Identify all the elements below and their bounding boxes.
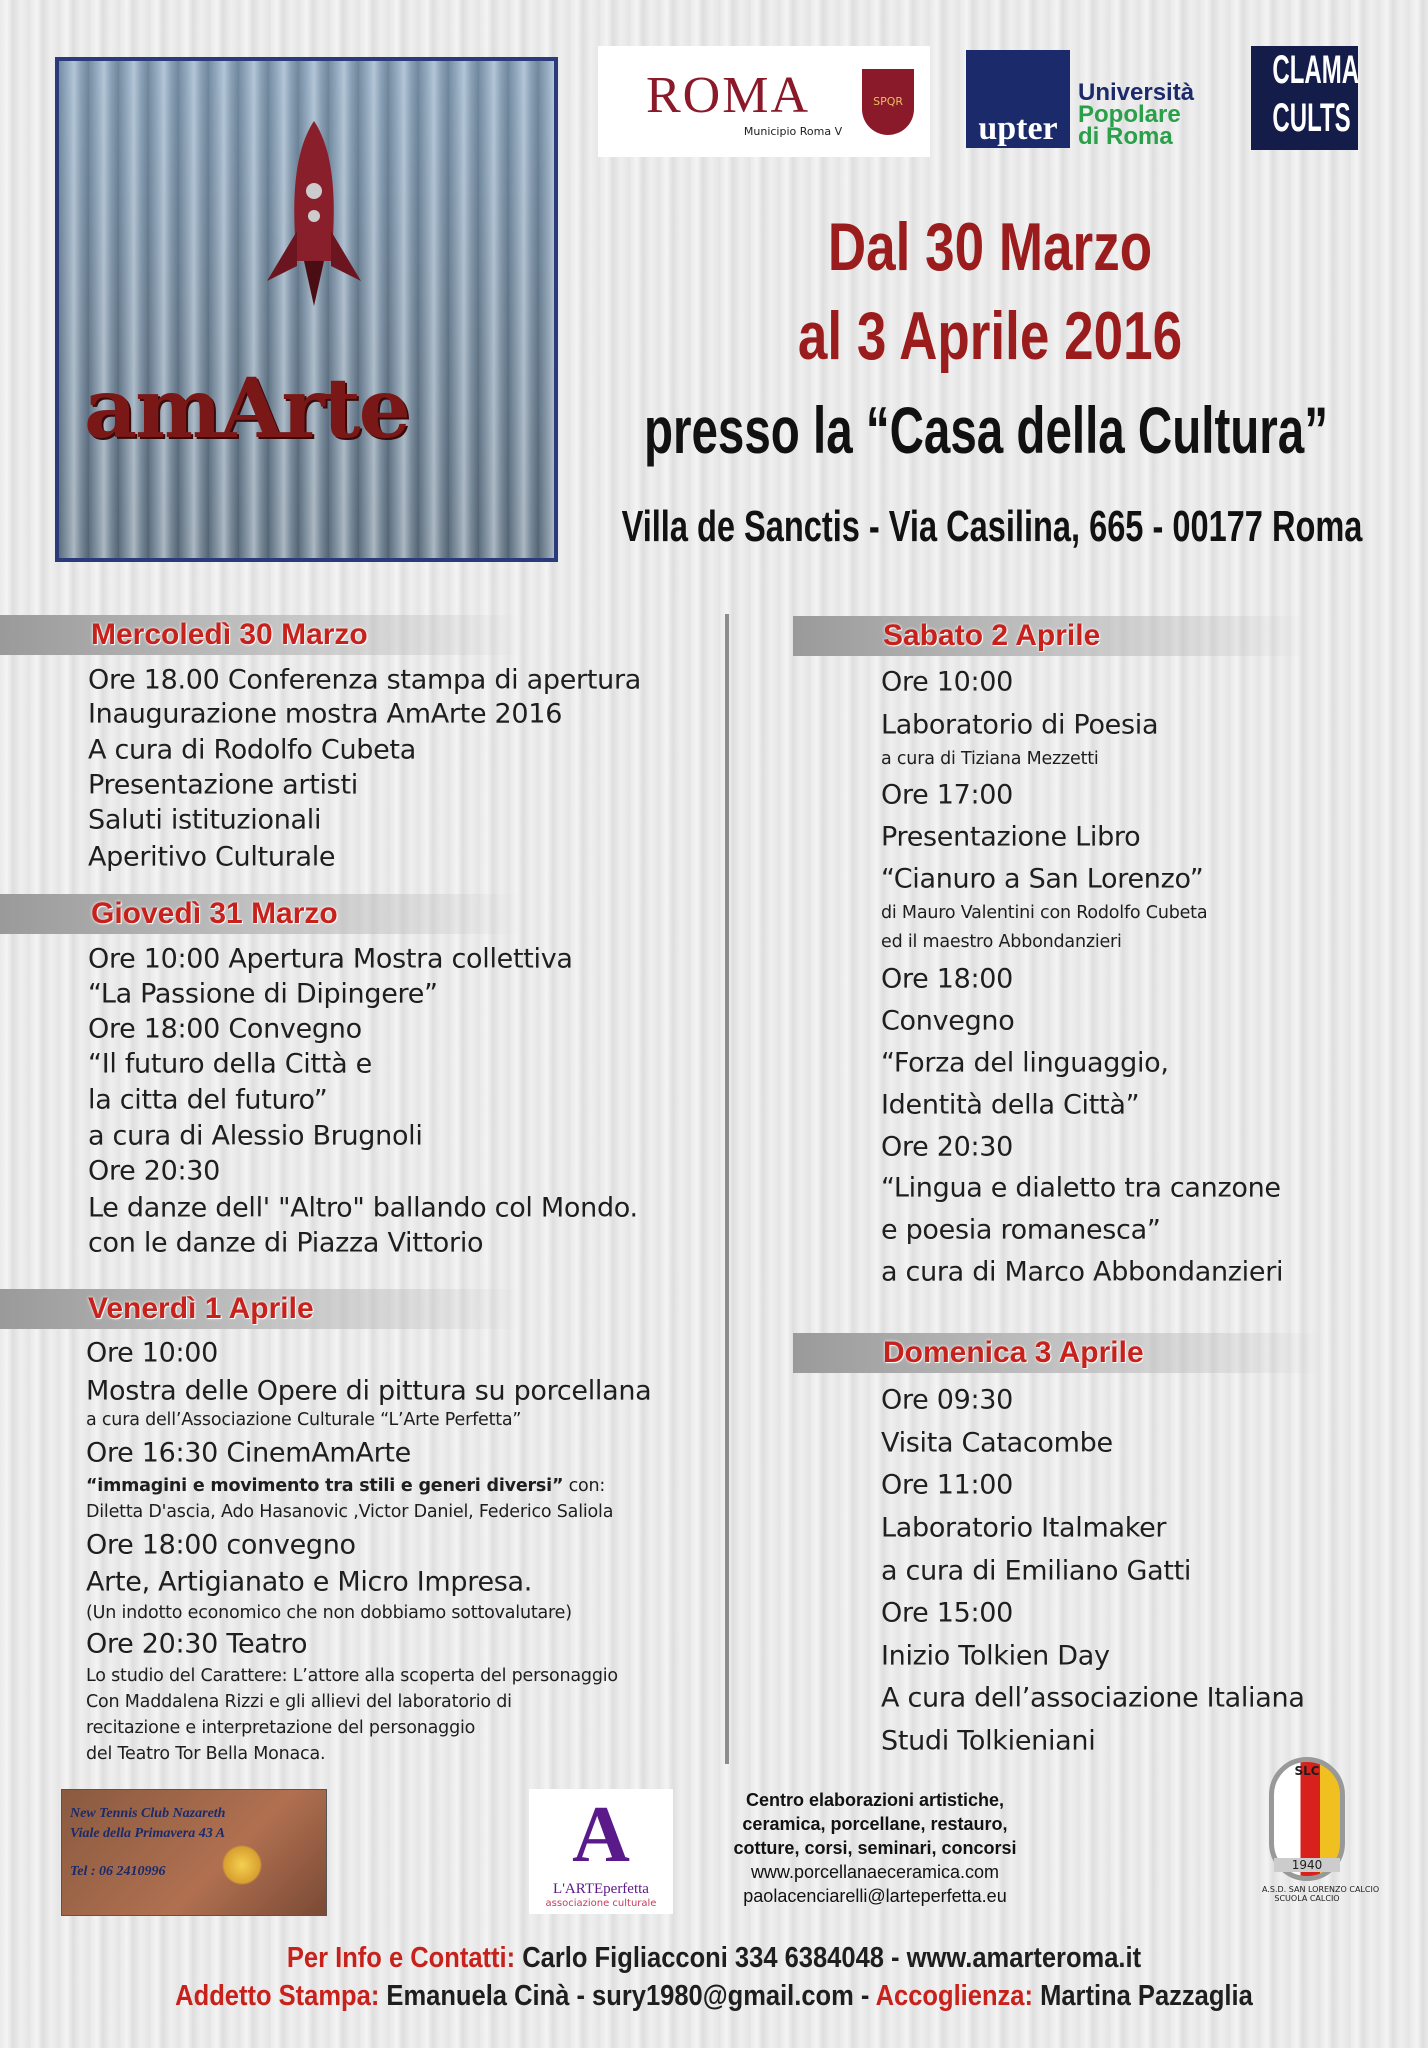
centro-line: cotture, corsi, seminari, concorsi (733, 1838, 1017, 1858)
event-line: Ore 10:00 (881, 666, 1014, 698)
day-title: Sabato 2 Aprile (883, 619, 1101, 652)
event-line: Laboratorio di Poesia (881, 709, 1159, 741)
event-line: Ore 20:30 (881, 1131, 1014, 1163)
roma-municipio-logo (598, 46, 930, 157)
tennis-club-ad (61, 1789, 327, 1916)
event-line (86, 1476, 605, 1496)
unipop-line: Popolare (1078, 101, 1181, 128)
event-line: a cura di Alessio Brugnoli (88, 1120, 423, 1152)
event-line: a cura di Tiziana Mezzetti (881, 749, 1099, 769)
arte-sub: associazione culturale (545, 1898, 657, 1909)
slc-badge: SLC (1294, 1764, 1320, 1778)
roma-text: ROMA (645, 66, 811, 124)
event-line: Ore 17:00 (881, 779, 1014, 811)
event-line: recitazione e interpretazione del personaggio (86, 1718, 476, 1738)
press-line (86, 1980, 1343, 2013)
welcome-value: Martina Pazzaglia (1032, 1980, 1253, 2012)
event-line: “Lingua e dialetto tra canzone (881, 1172, 1281, 1204)
slc-year: 1940 (1274, 1858, 1340, 1872)
event-line: ed il maestro Abbondanzieri (881, 932, 1122, 952)
event-line: Ore 09:30 (881, 1384, 1014, 1416)
event-line: Arte, Artigianato e Micro Impresa. (86, 1566, 533, 1598)
larteperfetta-logo (529, 1789, 673, 1914)
event-line: Saluti istituzionali (88, 804, 322, 836)
a-letter-icon: A (572, 1791, 630, 1879)
event-line: Visita Catacombe (881, 1427, 1113, 1459)
event-line: A cura di Rodolfo Cubeta (88, 734, 416, 766)
event-line: “Cianuro a San Lorenzo” (881, 863, 1204, 895)
event-line: a cura di Marco Abbondanzieri (881, 1256, 1284, 1288)
date-line-1: Dal 30 Marzo (827, 209, 1153, 285)
day-header-saturday (793, 616, 1306, 656)
day-header-wednesday (0, 615, 522, 655)
event-line: Ore 20:30 (88, 1155, 221, 1187)
slc-sub: SCUOLA CALCIO (1274, 1894, 1340, 1903)
event-line: Laboratorio Italmaker (881, 1512, 1167, 1544)
slc-badge-icon (1269, 1757, 1345, 1881)
venue-line: presso la “Casa della Cultura” (643, 393, 1328, 467)
event-line: di Mauro Valentini con Rodolfo Cubeta (881, 903, 1208, 923)
day-header-friday (0, 1289, 522, 1329)
event-line: e poesia romanesca” (881, 1214, 1161, 1246)
event-line: Identità della Città” (881, 1089, 1140, 1121)
event-line: Ore 20:30 Teatro (86, 1628, 308, 1660)
tennis-name: New Tennis Club Nazareth (70, 1806, 226, 1821)
spqr-shield-icon: SPQR (862, 69, 914, 135)
event-line: Le danze dell' "Altro" ballando col Mondo. (88, 1192, 638, 1224)
rocket-icon (259, 121, 369, 321)
event-line: del Teatro Tor Bella Monaca. (86, 1744, 326, 1764)
centro-info (700, 1788, 1050, 1908)
centro-line: ceramica, porcellane, restauro, (742, 1814, 1008, 1834)
event-line: “Forza del linguaggio, (881, 1047, 1169, 1079)
welcome-label: Accoglienza: (875, 1980, 1033, 2012)
event-line: Inizio Tolkien Day (881, 1640, 1110, 1672)
day-header-thursday (0, 894, 522, 934)
event-line: Diletta D'ascia, Ado Hasanovic ,Victor Daniel, Federico Saliola (86, 1502, 614, 1522)
event-line: Inaugurazione mostra AmArte 2016 (88, 698, 563, 730)
upter-logo: upter (966, 50, 1070, 148)
slc-logo (1262, 1757, 1380, 1903)
event-con: con: (563, 1476, 606, 1496)
day-title: Giovedì 31 Marzo (91, 897, 338, 930)
clama-text: CLAMA (1272, 48, 1360, 92)
tennis-address: Viale della Primavera 43 A (70, 1826, 226, 1841)
event-quote: “immagini e movimento tra stili e generi diversi” (86, 1476, 564, 1496)
date-line-2: al 3 Aprile 2016 (797, 298, 1183, 374)
event-line: Ore 11:00 (881, 1469, 1014, 1501)
event-line: A cura dell’associazione Italiana (881, 1682, 1305, 1714)
event-line: Studi Tolkieniani (881, 1725, 1096, 1757)
event-line: Presentazione Libro (881, 821, 1141, 853)
centro-website-link[interactable]: www.porcellanaeceramica.com (750, 1862, 1000, 1882)
day-title: Venerdì 1 Aprile (88, 1292, 314, 1325)
info-label: Per Info e Contatti: (286, 1942, 516, 1974)
press-value: Emanuela Cinà - sury1980@gmail.com - (379, 1980, 876, 2012)
address-line: Villa de Sanctis - Via Casilina, 665 - 00177 Roma (621, 502, 1363, 551)
event-line: “Il futuro della Città e (88, 1048, 372, 1080)
event-line: Ore 10:00 Apertura Mostra collettiva (88, 943, 573, 975)
column-divider (725, 614, 729, 1764)
event-line: Ore 10:00 (86, 1337, 219, 1369)
event-line: Convegno (881, 1005, 1015, 1037)
centro-email-link[interactable]: paolacenciarelli@larteperfetta.eu (743, 1886, 1007, 1906)
slc-name: A.S.D. SAN LORENZO CALCIO (1262, 1885, 1380, 1894)
info-value: Carlo Figliacconi 334 6384048 - www.amarteroma.it (515, 1942, 1142, 1974)
day-header-sunday (793, 1333, 1323, 1373)
event-line: Mostra delle Opere di pittura su porcellana (86, 1375, 652, 1407)
arte-name: L'ARTEperfetta (553, 1881, 649, 1897)
event-line: Ore 18.00 Conferenza stampa di apertura (88, 664, 641, 696)
event-line: Ore 18:00 Convegno (88, 1013, 362, 1045)
event-line: Presentazione artisti (88, 769, 358, 801)
centro-line: Centro elaborazioni artistiche, (745, 1790, 1005, 1810)
event-line: a cura di Emiliano Gatti (881, 1555, 1192, 1587)
amarte-logo: amArte (84, 361, 409, 457)
event-line: la citta del futuro” (88, 1084, 328, 1116)
info-contacts-line (86, 1942, 1343, 1975)
event-line: Con Maddalena Rizzi e gli allievi del laboratorio di (86, 1692, 512, 1712)
universita-popolare-logo (1078, 79, 1195, 150)
event-line: “La Passione di Dipingere” (88, 978, 438, 1010)
event-line: con le danze di Piazza Vittorio (88, 1227, 484, 1259)
event-line: Ore 18:00 convegno (86, 1529, 356, 1561)
press-label: Addetto Stampa: (175, 1980, 380, 2012)
event-line: Ore 18:00 (881, 963, 1014, 995)
event-line: Ore 15:00 (881, 1597, 1014, 1629)
day-title: Mercoledì 30 Marzo (91, 618, 368, 651)
event-line: Ore 16:30 CinemAmArte (86, 1437, 411, 1469)
event-line: (Un indotto economico che non dobbiamo sottovalutare) (86, 1603, 572, 1623)
event-line: Lo studio del Carattere: L’attore alla scoperta del personaggio (86, 1666, 618, 1686)
event-line: a cura dell’Associazione Culturale “L’Arte Perfetta” (86, 1410, 522, 1430)
tennis-phone: Tel : 06 2410996 (70, 1864, 166, 1879)
unipop-line: Università (1078, 79, 1195, 106)
unipop-line: di Roma (1078, 123, 1173, 150)
clama-cults-logo (1251, 46, 1358, 150)
municipio-text: Municipio Roma V (743, 124, 843, 138)
event-line: Aperitivo Culturale (88, 841, 336, 873)
cults-text: CULTS (1272, 96, 1351, 140)
day-title: Domenica 3 Aprile (883, 1336, 1144, 1369)
